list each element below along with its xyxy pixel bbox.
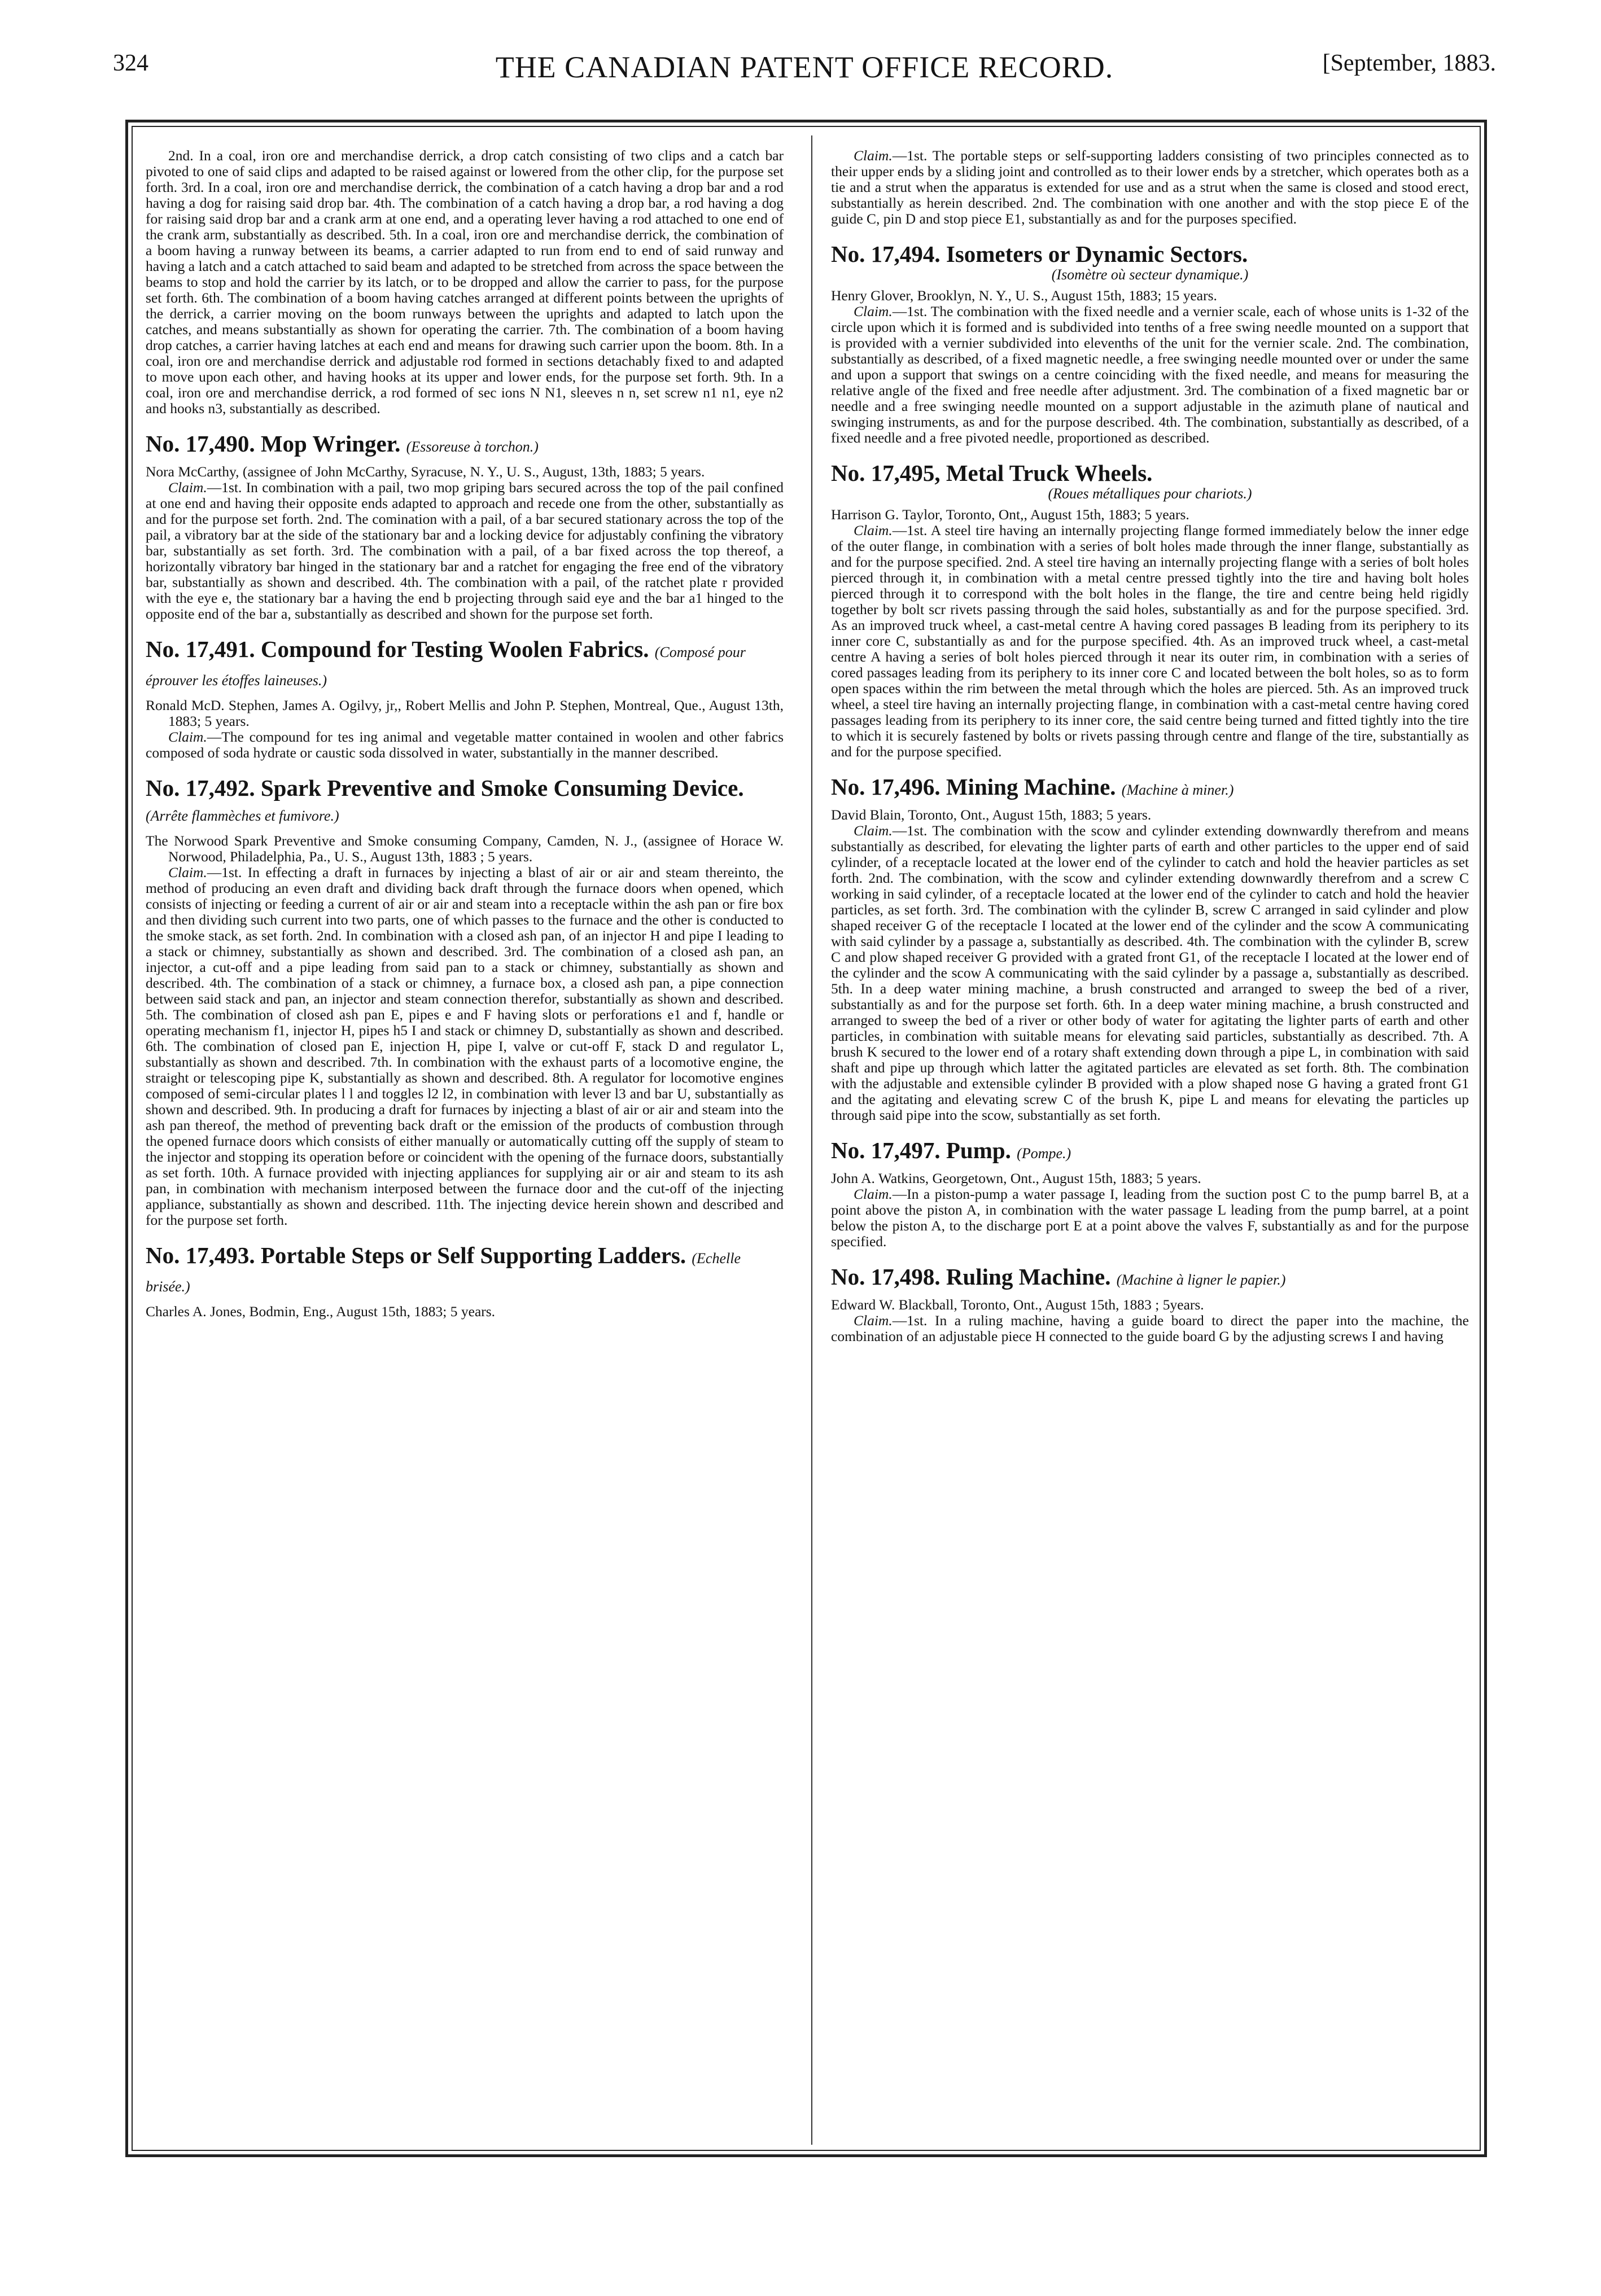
claim-label: Claim. [854,148,893,164]
patent-title: No. 17,493. Portable Steps or Self Supporting Ladders. (Echelle brisée.) [146,1242,741,1295]
inventor-line: Charles A. Jones, Bodmin, Eng., August 15th, 1883; 5 years. [146,1303,496,1320]
claim-label: Claim. [168,479,207,496]
claim-label: Claim. [854,1312,893,1329]
claim-label: Claim. [854,303,893,319]
continuation-text: Claim.—1st. The portable steps or self-supporting ladders consisting of two principles connected as to their upper ends by a sliding joint and controlled as to their lower ends by a stretcher, which operates both as a tie and a strut when the apparatus is extended for use and as a strut when the same is closed and stood erect, substantially as herein described. 2nd. The combination with one another and with the stop piece E of the guide C, pin D and stop piece E1, substantially as and for the purposes specified. [831,148,1469,227]
claim-text: Claim.—1st. The combination with the scow and cylinder extending downwardly therefrom and means substantially as described, for elevating the lighter parts of earth and other particles to the upper end of said cylinder, of a receptacle located at the lower end of the cylinder to catch and hold the heavier particles as set forth. 2nd. The combination, with the scow and cylinder extending downwardly therefrom and a screw C working in said cylinder, of a receptacle located at the lower end of the cylinder to catch and hold the heavier particles, as set forth. 3rd. The combination with the cylinder B, screw C arranged in said cylinder and plow shaped receiver G of the receptacle I located at the lower end of the cylinder and the scow A communicating with said cylinder by a passage a, substantially as described. 4th. The combination with the cylinder B, screw C and plow shaped receiver G provided with a grated front G1, of the receptacle I located at the lower end of the cylinder and the scow A communicating with the said cylinder by a passage a, substantially as described. 5th. In a deep water mining machine, a brush constructed and arranged to sweep the bed of a river, substantially as and for the purpose set forth. 6th. In a deep water mining machine, a brush constructed and arranged to sweep the bed of a river or other body of water for agitating the lighter parts of earth and other particles, in combination with suitable means for elevating said particles, substantially as described. 7th. A brush K secured to the lower end of a rotary shaft extending down through a pipe L, in combination with said shaft and pipe up through which latter the agitated particles are elevated as set forth. 8th. The combination with the adjustable and extensible cylinder B provided with a plow shaped nose G having a grated front G1 and the agitating and elevating screw C of the brush K, pipe L and means for elevating the particles up through said pipe into the scow, substantially as set forth. [831,822,1469,1123]
patent-title: No. 17,498. Ruling Machine. (Machine à ligner le papier.) [831,1264,1286,1290]
inventor-line: Harrison G. Taylor, Toronto, Ont,, August 15th, 1883; 5 years. [831,506,1189,523]
patent-entry-17494 [831,242,1469,446]
claim-label: Claim. [854,1186,893,1202]
issue-date: [September, 1883. [1322,50,1496,76]
claim-label: Claim. [168,729,207,745]
claim-label: Claim. [854,822,893,839]
patent-title: No. 17,491. Compound for Testing Woolen Fabrics. (Composé pour éprouver les étoffes laineuses.) [146,636,746,689]
patent-entry-17497 [831,1138,1469,1250]
claim-text: Claim.—In a piston-pump a water passage I, leading from the suction post C to the pump barrel B, at a point above the piston A, in combination with the water passage L leading from the pump barrel, at a point below the piston A, to the discharge port E at a point above the valves F, substantially as and for the purpose specified. [831,1186,1469,1250]
inventor-line: Nora McCarthy, (assignee of John McCarthy, Syracuse, N. Y., U. S., August, 13th, 1883; 5 years. [146,463,705,480]
patent-entry-17491 [146,637,784,761]
patent-entry-17493 [146,1243,784,1320]
patent-entry-17495 [831,461,1469,760]
french-title: (Echelle brisée.) [146,1250,741,1295]
inventor-line: David Blain, Toronto, Ont., August 15th, 1883; 5 years. [831,807,1152,823]
claim-text: Claim.—1st. In a ruling machine, having a guide board to direct the paper into the machine, the combination of an adjustable piece H connected to the guide board G by the adjusting screws I and having [831,1312,1469,1344]
page-header [113,50,1496,95]
column-divider [811,135,812,2145]
inventor-line: Henry Glover, Brooklyn, N. Y., U. S., August 15th, 1883; 15 years. [831,287,1217,304]
patent-title: No. 17,494. Isometers or Dynamic Sectors. (Isomètre où secteur dynamique.) [831,242,1469,283]
french-title: (Pompe.) [1017,1145,1071,1162]
inventor-line: The Norwood Spark Preventive and Smoke consuming Company, Camden, N. J., (assignee of Horace W. Norwood, Philadelphia, Pa., U. S., August 13th, 1883 ; 5 years. [146,832,784,865]
patent-title: No. 17,497. Pump. (Pompe.) [831,1137,1071,1163]
claim-text: Claim.—The compound for tes ing animal and vegetable matter contained in woolen and other fabrics composed of soda hydrate or caustic soda dissolved in water, substantially in the manner described. [146,729,784,761]
claim-label: Claim. [168,864,207,880]
inventor-line: John A. Watkins, Georgetown, Ont., August 15th, 1883; 5 years. [831,1170,1201,1186]
french-title: (Roues métalliques pour chariots.) [1048,485,1252,502]
patent-entry-17498 [831,1264,1469,1344]
french-title: (Essoreuse à torchon.) [406,439,539,455]
patent-title: No. 17,492. Spark Preventive and Smoke Consuming Device. (Arrête flammèches et fumivore.) [146,775,744,824]
patent-title: No. 17,490. Mop Wringer. (Essoreuse à torchon.) [146,431,539,457]
journal-title: THE CANADIAN PATENT OFFICE RECORD. [495,50,1114,84]
french-title: (Composé pour éprouver les étoffes laineuses.) [146,644,746,689]
french-title: (Isomètre où secteur dynamique.) [1051,266,1249,283]
patent-entry-17490 [146,431,784,622]
claim-text: Claim.—1st. A steel tire having an internally projecting flange formed immediately below the inner edge of the outer flange, in combination with a series of bolt holes made through the inner flange, substantially as and for the purpose specified. 2nd. A steel tire having an internally projecting flange with a series of bolt holes pierced through it, in combination with a metal centre pressed tightly into the tire and having bolt holes pierced through it to correspond with the bolt holes in the flange, the tire and centre being held rigidly together by bolt scr rivets passing through the said holes, substantially as and for the purpose specified. 3rd. As an improved truck wheel, a cast-metal centre A having cored passages B leading from its periphery to its inner core C, substantially as and for the purpose specified. 4th. As an improved truck wheel, a cast-metal centre A having a series of bolt holes pierced through it near its outer rim, in combination with a series of cored passages leading from its periphery to its inner core C and located between the bolt holes, so as to form open spaces within the rim between the metal through which the holes are pierced. 5th. As an improved truck wheel, a steel tire having an internally projecting flange, in combination with a cast-metal centre having cored passages leading from its periphery to its inner core, the said centre being turned and fitted tightly into the tire to which it is securely fastened by bolts or rivets passing through centre and flange of the tire, substantially as and for the purpose specified. [831,522,1469,760]
patent-title: No. 17,496. Mining Machine. (Machine à miner.) [831,774,1234,800]
right-column [831,148,1469,2146]
inventor-line: Ronald McD. Stephen, James A. Ogilvy, jr,, Robert Mellis and John P. Stephen, Montreal, Que., August 13th, 1883; 5 years. [146,697,784,729]
continuation-text: 2nd. In a coal, iron ore and merchandise derrick, a drop catch consisting of two clips and a catch bar pivoted to one of said clips and adapted to be raised against or lowered from the other clip, for the purpose set forth. 3rd. In a coal, iron ore and merchandise derrick, the combination of a catch having a drop bar and a rod having a dog for raising said drop bar. 4th. The combination of a catch having a drop bar, a rod having a dog for raising said drop bar and a crank arm at one end, and a operating lever having a rod attached to one end of the crank arm, substantially as described. 5th. In a coal, iron ore and merchandise derrick, the combination of a boom having a runway between its beams, a carrier adapted to run from end to end of said runway and having a latch and a catch attached to said beam and adapted to be stretched from across the space between the beams to stop and hold the carrier by its latch, or to be dropped and allow the carrier to pass, for the purpose set forth. 6th. The combination of a boom having catches arranged at different points between the uprights of the derrick, a carrier moving on the boom runways between the uprights and adapted to latch upon the catches, and means substantially as shown for operating the carrier. 7th. The combination of a boom having drop catches, a carrier having latches at each end and means for drawing such carrier upon the boom. 8th. In a coal, iron ore and merchandise derrick and adjustable rod formed in sections detachably fixed to and adapted to move upon each other, and having hooks at its upper and lower ends, for the purpose set forth. 9th. In a coal, iron ore and merchandise derrick, a rod formed of sec ions N N1, sleeves n n, set screw n1 n1, eye n2 and hooks n3, substantially as described. [146,148,784,417]
french-title: (Arrête flammèches et fumivore.) [146,808,339,824]
claim-text: Claim.—1st. The combination with the fixed needle and a vernier scale, each of whose units is 1-32 of the circle upon which it is formed and is subdivided into tenths of a free swing needle mounted on a support that is provided with a vernier subdivided into elevenths of the unit for the vernier scale. 2nd. The combination, substantially as described, of a fixed magnetic needle, a free swinging needle mounted over or under the same and upon a support that swings on a centre coinciding with the fixed needle, and means for measuring the relative angle of the fixed and free needle after adjustment. 3rd. The combination of a fixed magnetic bar or needle and a free swinging needle mounted on a support adjustable in the azimuth plane of nautical and swinging instruments, as and for the purpose described. 4th. The combination, substantially as described, of a fixed needle and a free pivoted needle, proportioned as described. [831,303,1469,446]
page-number: 324 [113,50,148,76]
french-title: (Machine à ligner le papier.) [1116,1272,1286,1288]
claim-text: Claim.—1st. In combination with a pail, two mop griping bars secured across the top of the pail confined at one end and having their opposite ends adapted to approach and recede one from the other, substantially as and for the purpose set forth. 2nd. The comination with a pail, of a bar secured stationary across the top of the pail, a vibratory bar at the side of the stationary bar and a locking device for adjustably confining the vibratory bar, substantially as set forth. 3rd. The combination with a pail, of a bar fixed across the top thereof, a horizontally vibratory bar hinged in the stationary bar and a ratchet for engaging the free end of the vibratory bar, substantially as shown and described. 4th. The combination with a pail, of the ratchet plate r provided with the eye e, the stationary bar a having the end b projecting through said eye and the bar a1 hinged to the opposite end of the bar a, substantially as described and shown for the purpose set forth. [146,479,784,622]
left-column [146,148,784,2146]
patent-entry-17496 [831,774,1469,1123]
patent-title: No. 17,495, Metal Truck Wheels. (Roues métalliques pour chariots.) [831,461,1469,502]
patent-entry-17492 [146,775,784,1228]
inventor-line: Edward W. Blackball, Toronto, Ont., August 15th, 1883 ; 5years. [831,1296,1204,1313]
french-title: (Machine à miner.) [1121,782,1234,798]
claim-text: Claim.—1st. In effecting a draft in furnaces by injecting a blast of air or air and steam thereinto, the method of producing an even draft and dividing back draft through the furnace doors when opened, which consists of injecting or feeding a current of air or air and steam into a receptacle within the ash pan or fire box and then dividing such current into two parts, one of which passes to the furnace and the other is conducted to the smoke stack, as set forth. 2nd. In combination with a closed ash pan, of an injector H and pipe I leading to a stack or chimney, substantially as shown and described. 3rd. The combination of a closed ash pan, an injector, a cut-off and a pipe leading from said pan to a stack or chimney, substantially as shown and described. 4th. The combination of a stack or chimney, a furnace box, a closed ash pan, a pipe connection between said stack and pan, an injector and steam connection therefor, substantially as shown and described. 5th. The combination of closed ash pan E, pipes e and F having slots or perforations e1 and f, handle or operating mechanism f1, injector H, pipes h5 I and stack or chimney D, substantially as shown and described. 6th. The combination of closed pan E, injection H, pipe I, valve or cut-off F, stack D and regulator L, substantially as shown and described. 7th. In combination with the exhaust parts of a locomotive engine, the straight or telescoping pipe K, substantially as shown and described. 8th. A regulator for locomotive engines composed of semi-circular plates l l and toggles l2 l2, in combination with lever l3 and bar U, substantially as shown and described. 9th. In producing a draft for furnaces by injecting a blast of air or air and steam into the ash pan thereof, the method of preventing back draft or the emission of the products of combustion through the opened furnace doors which consists of either manually or automatically cutting off the supply of steam to the injector and stopping its operation before or coincident with the opening of the furnace doors, substantially as set forth. 10th. A furnace provided with injecting appliances for supplying air or air and steam to its ash pan, in combination with mechanism interposed between the furnace door and the cut-off of the injecting appliance, substantially as shown and described. 11th. The injecting device herein shown and described and for the purpose set forth. [146,864,784,1228]
claim-label: Claim. [854,522,893,538]
